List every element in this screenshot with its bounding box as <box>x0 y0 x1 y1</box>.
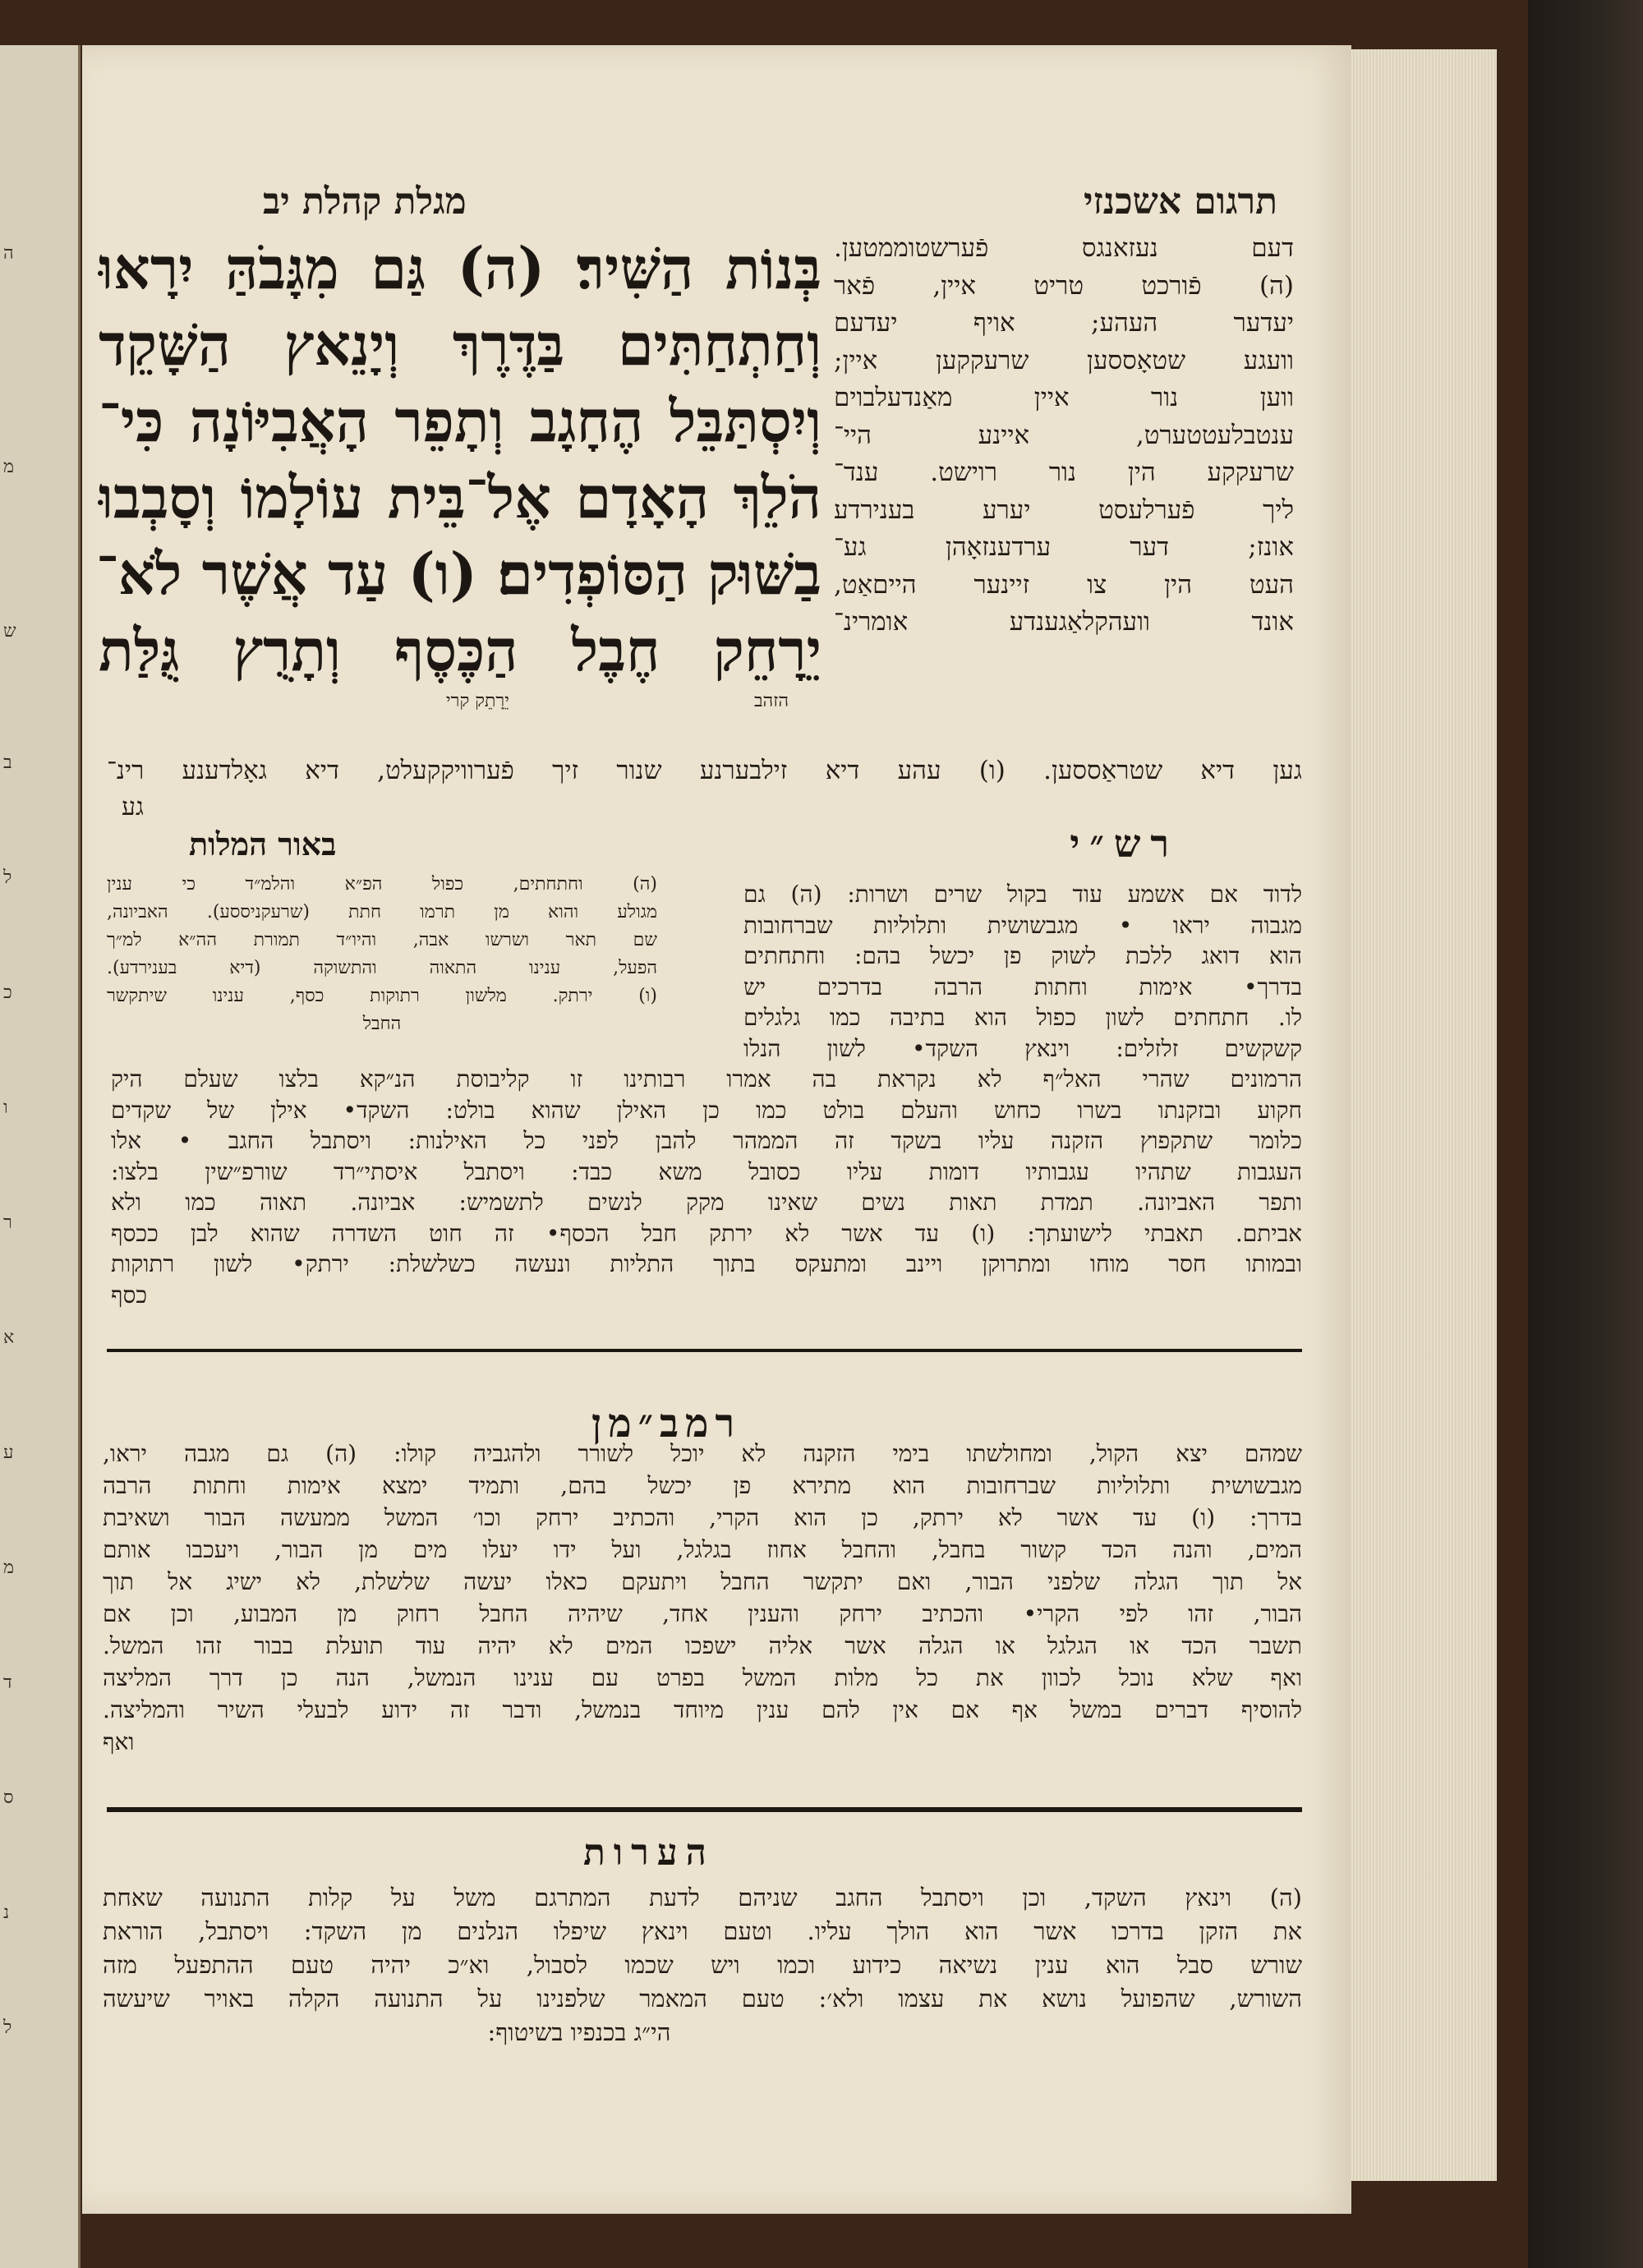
verse-line: וְחַתְחַתִּים בַּדֶּרֶךְ וְיָנֵאץ הַשָּׁקֵד <box>99 311 822 379</box>
left-page-edge <box>0 45 81 2268</box>
rashi-line: ותפר האביונה. תמדת תאות נשים שאינו מקק לנשים לתשמיש: אביונה. תאוה כמו ולא <box>111 1189 1302 1216</box>
ramban-heading: רמב״מן <box>591 1401 742 1447</box>
biur-line: החבל <box>362 1014 402 1034</box>
ramban-line: ואף שלא נוכל לכוון את כל מלות המשל בפרט עם ענינו הנמשל, הנה כן דרך המליצה <box>103 1664 1302 1691</box>
rashi-line: לו. חתחתים לשון כפול הוא בתיבה כמו גלגלים <box>743 1004 1302 1031</box>
targum-line: אונד וועהקלאַגענדע אומרינ־ <box>834 607 1294 637</box>
rashi-heading: רש״י <box>1070 821 1179 866</box>
rashi-commentary <box>111 879 1302 1310</box>
rashi-line: ובמותו חסר מוחו ומתרוקן ויינב ומתעקס בתוך התליות ונעשה כשלשלת: ירתק• לשון רתוקות <box>111 1250 1302 1277</box>
verse-line: וְיִסְתַּבֵּל הֶחָגָב וְתָפֵר הָאֲבִיּוֹנָה כִּי־ <box>99 387 822 455</box>
targum-line: ליך פֿערלעסט יערע בענירדע <box>834 495 1294 525</box>
rashi-line: בדרך• אימות וחתות הרבה בדרכים יש <box>743 973 1302 1001</box>
targum-line: העט הין צו זיינער הייםאַט, <box>834 569 1294 600</box>
left-page-fragment: כ <box>3 982 12 1003</box>
section-divider <box>107 1807 1302 1812</box>
targum-line: דעם נעזאנגס פֿערשטוממטען. <box>834 233 1294 263</box>
rashi-line: העגבות שתהיו עגבותיו דומות עליו כסובל משא כבד: ויסתבל איסתי״רד שורפ״שין בלצו: <box>111 1157 1302 1185</box>
ramban-line: הבור, זהו לפי הקרי• והכתיב ירחק והענין אחד, שיהיה החבל רחוק מן המבוע, וכן אם <box>103 1600 1302 1627</box>
biur-line: (ו) ירתק. מלשון רתוקות כסף, ענינו שיתקשר <box>107 986 657 1006</box>
qere-note: הזהב <box>753 691 789 711</box>
haarot-heading: הערות <box>583 1832 715 1874</box>
haarot-line: (ה) וינאץ השקד, וכן ויסתבל החגב שניהם לדעת המתרגם משל על קלות התנועה שאחת <box>103 1884 1302 1911</box>
verse-line: בַשּׁוּק הַסּוֹפְדִים׃ (ו) עַד אֲשֶׁר לֹא־ <box>95 540 822 608</box>
ramban-line: להוסיף דברים במשל אף אם אין להם ענין מיוחד בנמשל, ודבר זה ידוע לבעלי השיר והמליצה. <box>103 1696 1302 1723</box>
targum-line-end: גע <box>122 793 144 821</box>
rashi-line: הרמונים שהרי האל״ף לא נקראת בה אמרו רבותינו זו קליבוסת הנ״קא בלצו שעלם היק <box>111 1065 1302 1093</box>
rashi-line: הוא דואג ללכת לשוק פן יכשל בהם: וחתחתים <box>743 942 1302 969</box>
biur-line: הפעל, ענינו התאוה והתשוקה (דיא בענירדע). <box>107 958 657 978</box>
book-cover <box>1528 0 1643 2268</box>
targum-full-line: גען דיא שטראַססען. (ו) עהע דיא זילבערנע שנור זיך פֿערוויקקעלט, דיא גאָלדענע רינ־ <box>107 756 1302 785</box>
section-divider <box>107 1349 1302 1352</box>
rashi-line: קשקשים זלזלים: וינאץ השקד• לשון הנלו <box>743 1034 1302 1062</box>
ramban-line: בדרך: (ו) עד אשר לא ירתק, כן הוא הקרי, והכתיב ירחק וכו׳ המשל ממעשה הבור ושאיבת <box>103 1504 1302 1531</box>
book-page <box>82 45 1351 2214</box>
rashi-line: מגבוה יראו • מגבשושית ותלוליות שברחובות <box>743 911 1302 939</box>
left-page-fragment: ב <box>3 752 12 773</box>
left-page-fragment: א <box>3 1327 15 1348</box>
left-page-fragment: ר <box>3 1212 12 1233</box>
biur-line: (ה) וחתחתים, כפול הפ״א והלמ״ד כי ענין <box>107 874 657 895</box>
targum-line: אונז; דער ערדענזאָהן גע־ <box>834 532 1294 562</box>
left-page-fragment: ע <box>3 1442 14 1463</box>
rashi-line: חקוע ובזקנתו בשרו כחוש והעלם בולט כמו כן האילן שהוא בולט: השקד• אילן של שקדים <box>111 1096 1302 1124</box>
haarot-line: הי״ג בכנפיו בשיטוף: <box>487 2018 671 2046</box>
rashi-line: לדוד אם אשמע עוד בקול שרים ושרות: (ה) גם <box>743 881 1302 908</box>
left-page-fragment: ד <box>3 1672 12 1693</box>
targum-line: (ה) פֿורכט טריט איין, פֿאר <box>834 270 1294 301</box>
ramban-line: תשבר הכד או הגלגל או הגלה אשר אליה ישפכו המים לא יהיה עוד תועלת בבור זהו המשל. <box>103 1632 1302 1659</box>
biur-line: שם תאר ושרשו אבה, והיו״ד תמורת הה״א למ״ך <box>107 930 657 950</box>
targum-line: ווען נור איין מאַנדעלבוים <box>834 383 1294 412</box>
ramban-line: שמהם יצא הקול, ומחולשתו בימי הזקנה לא יוכל לשורר ולהגביה קולו: (ה) גם מגבה יראו, <box>103 1440 1302 1467</box>
haarot-line: את הזקן בדרכו אשר הוא הולך עליו. וטעם וינאץ שיפלו הנלנים מן השקד: ויסתבל, הוראת <box>103 1917 1302 1945</box>
haarot-line: השורש, שהפועל נושא את עצמו ולא׳: טעם המאמר שלפנינו על התנועה הקלה באויר שיעשה <box>103 1985 1302 2013</box>
rashi-line: אביתם. תאבתי לישועתך: (ו) עד אשר לא ירתק חבל הכסף• זה חוט השדרה שהוא לבן ככסף <box>111 1219 1302 1247</box>
haarot-notes <box>103 1881 1302 2049</box>
ramban-line: מגבשושית ותלוליות שברחובות הוא מתירא פן יכשל בהם, ותמיד ימצא אימות וחתות הרבה <box>103 1472 1302 1499</box>
targum-column <box>834 230 1294 642</box>
running-header-left: מגלת קהלת יב <box>263 181 467 223</box>
scripture-text <box>95 230 822 688</box>
ramban-line-end: ואף <box>103 1728 135 1755</box>
targum-line: וועגע שטאָססען שרעקקען איין; <box>834 345 1294 375</box>
rashi-line-end: כסף <box>111 1281 148 1309</box>
verse-line: הֹלֵךְ הָאָדָם אֶל־בֵּית עוֹלָמוֹ וְסָבְבוּ <box>99 463 822 531</box>
biur-line: מגולע והוא מן תרמו חתת (שרעקניססע). האביונה, <box>107 902 657 922</box>
biur-heading: באור המלות <box>189 826 337 863</box>
ramban-commentary <box>103 1438 1302 1758</box>
qere-note: יֵרָתֵק קרי <box>445 691 509 711</box>
left-page-fragment: מ <box>3 1557 15 1578</box>
targum-line: שרעקקע הין נור רוישט. ענד־ <box>834 458 1294 487</box>
left-page-fragment: נ <box>3 1902 10 1923</box>
left-page-fragment: ה <box>3 243 14 264</box>
targum-line: ענטבלעטטערט, איינע היי־ <box>834 420 1294 450</box>
left-page-fragment: ס <box>3 1787 14 1808</box>
ramban-line: אל תוך הגלה שלפני הבור, ואם יתקשר החבל ויתעקם כאלו יעשה שלשלת, לא ישיג אל תוך <box>103 1568 1302 1595</box>
left-page-fragment: ל <box>3 2017 12 2038</box>
verse-line: בְּנוֹת הַשִּׁיר׃ (ה) גַּם מִגָּבֹהַּ יִרָאוּ <box>99 234 822 302</box>
left-page-fragment: ש <box>3 621 16 642</box>
rashi-line: כלומר שתקפוץ הזקנה עליו בשקד זה הממהר להבן לפני כל האילנות: ויסתבל החגב • אלו <box>111 1127 1302 1154</box>
ramban-line: המים, והנה הכד קשור בחבל, והחבל אחוז בגלגל, ועל ידו יעלו מים מן הבור, ויעכבו אותם <box>103 1536 1302 1563</box>
left-page-fragment: ו <box>3 1097 8 1118</box>
verse-line: יֵרָחֵק חֶבֶל הַכֶּסֶף וְתָרֻץ גֻּלַּת <box>99 616 822 684</box>
left-page-fragment: ל <box>3 867 12 888</box>
page-edges <box>1347 49 1497 2181</box>
targum-line: יעדער העהע; אויף יעדעם <box>834 308 1294 338</box>
running-header-right: תרגום אשכנזי <box>1083 181 1277 223</box>
left-page-fragment: מ <box>3 457 15 477</box>
haarot-line: שורש סבל הוא ענין נשיאה כידוע וכמו ויש שכמו לסבול, וא״כ יהיה טעם ההתפעל מזה <box>103 1951 1302 1979</box>
